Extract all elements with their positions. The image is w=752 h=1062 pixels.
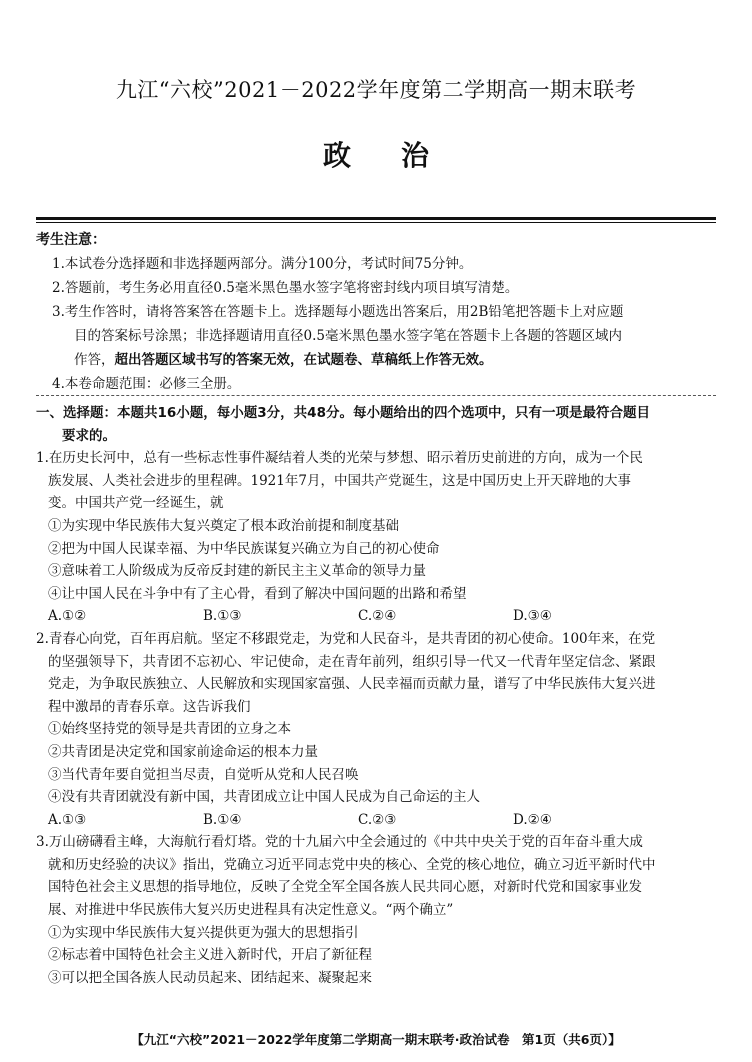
candidate-notice — [36, 228, 716, 396]
choice-d: D.②④ — [513, 811, 552, 828]
section-heading-line: 要求的。 — [62, 427, 116, 444]
question-stem-line: 的坚强领导下，共青团不忘初心、牢记使命，走在青年前列，组织引导一代又一代青年坚定信念、紧跟 — [48, 653, 656, 670]
statement-option: ①为实现中华民族伟大复兴奠定了根本政治前提和制度基础 — [48, 517, 399, 534]
notice-item: 2.答题前，考生务必用直径0.5毫米黑色墨水签字笔将密封线内项目填写清楚。 — [52, 280, 519, 296]
question-2 — [36, 628, 716, 831]
statement-option: ②标志着中国特色社会主义进入新时代，开启了新征程 — [48, 947, 372, 964]
notice-emphasis: 超出答题区域书写的答案无效，在试题卷、草稿纸上作答无效。 — [114, 352, 493, 368]
question-stem-line: 1.在历史长河中，总有一些标志性事件凝结着人类的光荣与梦想、昭示着历史前进的方向，成为一个民 — [36, 450, 643, 467]
statement-option: ③意味着工人阶级成为反帝反封建的新民主主义革命的领导力量 — [48, 563, 426, 580]
statement-option: ①始终坚持党的领导是共青团的立身之本 — [48, 721, 291, 738]
choice-c: C.②④ — [358, 608, 397, 625]
statement-option: ②共青团是决定党和国家前途命运的根本力量 — [48, 743, 318, 760]
notice-title: 考生注意： — [36, 232, 106, 248]
answer-choices — [36, 809, 716, 832]
question-stem-line: 变。中国共产党一经诞生，就 — [48, 495, 224, 512]
question-1 — [36, 447, 716, 628]
notice-item: 1.本试卷分选择题和非选择题两部分。满分100分，考试时间75分钟。 — [52, 256, 473, 272]
notice-item-continued: 目的答案标号涂黑；非选择题请用直径0.5毫米黑色墨水签字笔在答题卡上各题的答题区域内 — [74, 328, 622, 344]
choice-c: C.②③ — [358, 811, 397, 828]
notice-item: 3.考生作答时，请将答案答在答题卡上。选择题每小题选出答案后，用2B铅笔把答题卡上对应题 — [52, 304, 624, 320]
section-heading-line: 一、选择题：本题共16小题，每小题3分，共48分。每小题给出的四个选项中，只有一项是最符合题目 — [36, 405, 650, 421]
section-divider — [36, 395, 716, 396]
choice-b: B.①③ — [203, 608, 242, 625]
question-stem-line: 展、对推进中华民族伟大复兴历史进程具有决定性意义。“两个确立” — [48, 902, 454, 919]
exam-title: 九江“六校”2021－2022学年度第二学期高一期末联考 — [115, 78, 637, 102]
header-rule-thin — [36, 222, 716, 223]
question-stem-line: 族发展、人类社会进步的里程碑。1921年7月，中国共产党诞生，这是中国历史上开天辟地的大事 — [48, 472, 631, 489]
notice-item: 4.本卷命题范围：必修三全册。 — [52, 376, 241, 392]
choice-d: D.③④ — [513, 608, 552, 625]
statement-option: ④让中国人民在斗争中有了主心骨，看到了解决中国问题的出路和希望 — [48, 585, 467, 602]
header-rule — [36, 217, 716, 220]
statement-option: ④没有共青团就没有新中国，共青团成立让中国人民成为自己命运的主人 — [48, 789, 480, 806]
statement-option: ③当代青年要自觉担当尽责，自觉听从党和人民召唤 — [48, 766, 359, 783]
subject-title: 政治 — [322, 139, 479, 172]
statement-option: ③可以把全国各族人民动员起来、团结起来、凝聚起来 — [48, 969, 372, 986]
questions-area — [36, 402, 716, 989]
section-heading — [36, 402, 716, 447]
question-stem-line: 就和历史经验的决议》指出，党确立习近平同志党中央的核心、全党的核心地位，确立习近平新时代中 — [48, 856, 656, 873]
statement-option: ①为实现中华民族伟大复兴提供更为强大的思想指引 — [48, 924, 359, 941]
notice-text: 作答， — [74, 352, 115, 368]
question-3 — [36, 831, 716, 989]
notice-item-continued — [36, 348, 716, 372]
page-footer: 【九江“六校”2021－2022学年度第二学期高一期末联考·政治试卷 第1页（共6页）】 — [131, 1032, 621, 1047]
choice-a: A.①② — [48, 608, 87, 625]
answer-choices — [36, 605, 716, 628]
statement-option: ②把为中国人民谋幸福、为中华民族谋复兴确立为自己的初心使命 — [48, 540, 440, 557]
question-stem-line: 程中激昂的青春乐章。这告诉我们 — [48, 698, 251, 715]
choice-a: A.①③ — [48, 811, 87, 828]
choice-b: B.①④ — [203, 811, 242, 828]
question-stem-line: 2.青春心向党，百年再启航。坚定不移跟党走，为党和人民奋斗，是共青团的初心使命。100年来，在党 — [36, 630, 656, 647]
question-stem-line: 国特色社会主义思想的指导地位，反映了全党全军全国各族人民共同心愿，对新时代党和国家事业发 — [48, 879, 642, 896]
question-stem-line: 党走，为争取民族独立、人民解放和实现国家富强、人民幸福而贡献力量，谱写了中华民族伟大复兴进 — [48, 676, 656, 693]
question-stem-line: 3.万山磅礴看主峰，大海航行看灯塔。党的十九届六中全会通过的《中共中央关于党的百年奋斗重大成 — [36, 834, 643, 851]
